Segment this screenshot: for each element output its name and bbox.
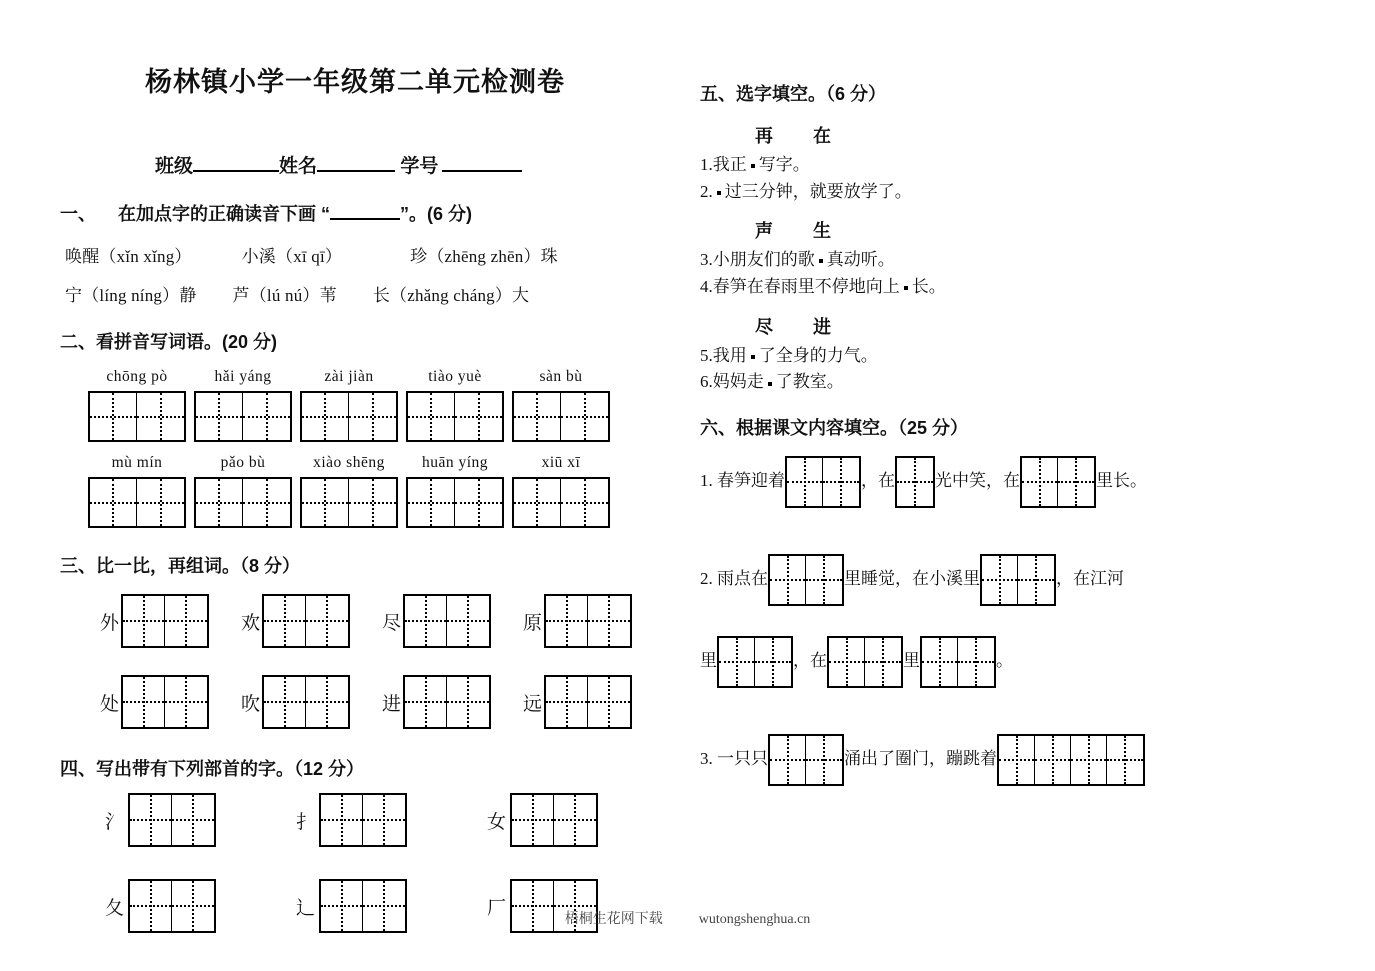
answer-grid-cell[interactable] <box>1107 736 1143 784</box>
answer-grid-cell[interactable] <box>90 479 137 526</box>
recall-blank-grid[interactable] <box>768 554 844 606</box>
section-5-number: 五、 <box>700 84 736 104</box>
answer-grid-cell[interactable] <box>1035 736 1071 784</box>
radical-item <box>296 793 407 847</box>
recall-blank-grid[interactable] <box>717 636 793 688</box>
fill-blank-box[interactable] <box>751 164 755 168</box>
compare-base-char: 原 <box>523 612 543 634</box>
question-number: 3. <box>700 749 717 769</box>
pinyin-word-item <box>300 368 398 442</box>
answer-grid-cell[interactable] <box>1058 458 1094 506</box>
pinyin-label: chōng pò <box>106 368 168 385</box>
write-word-grid[interactable] <box>512 391 610 442</box>
answer-grid-cell[interactable] <box>546 596 588 646</box>
choice-option[interactable]: 再 <box>755 126 773 146</box>
section-2-row-1 <box>88 368 660 442</box>
compare-base-char: 外 <box>100 612 120 634</box>
pinyin-choice-word: 宁 <box>65 286 83 305</box>
student-id-line <box>155 151 660 178</box>
answer-grid-cell[interactable] <box>514 393 561 440</box>
answer-grid-cell[interactable] <box>243 479 290 526</box>
question-text: 里 <box>700 651 717 671</box>
write-word-grid[interactable] <box>194 391 292 442</box>
fill-blank-question <box>700 183 1330 202</box>
answer-grid-cell[interactable] <box>405 677 447 727</box>
pinyin-choice-word: 小溪 <box>241 247 277 266</box>
section-4-row-1 <box>105 793 660 847</box>
answer-grid-cell[interactable] <box>719 638 755 686</box>
answer-grid-cell[interactable] <box>196 479 243 526</box>
compare-word-item <box>523 594 632 648</box>
answer-grid-cell[interactable] <box>137 393 184 440</box>
choice-option[interactable]: 声 <box>755 221 773 242</box>
recall-blank-grid[interactable] <box>997 734 1145 786</box>
student-no-label: 学号 <box>400 156 439 177</box>
compare-word-item <box>241 675 350 729</box>
pinyin-choice-options[interactable]: （zhēng zhēn）珠 <box>427 247 558 266</box>
underline-placeholder <box>330 218 400 220</box>
radical-answer-grid[interactable] <box>510 793 598 847</box>
answer-grid-cell[interactable] <box>196 393 243 440</box>
radical-char: 夂 <box>105 897 125 919</box>
choice-pair <box>755 217 1330 243</box>
answer-grid-cell[interactable] <box>349 479 396 526</box>
answer-grid-cell[interactable] <box>306 677 348 727</box>
radical-item <box>105 793 216 847</box>
recall-blank-grid[interactable] <box>920 636 996 688</box>
question-text: 。 <box>996 651 1013 671</box>
fill-blank-box[interactable] <box>819 259 823 263</box>
fill-blank-question <box>700 347 1330 366</box>
answer-grid-cell[interactable] <box>306 596 348 646</box>
question-text-after: 真动听。 <box>826 250 895 270</box>
answer-grid-cell[interactable] <box>243 393 290 440</box>
section-5-title: 选字填空。（6 分） <box>736 84 887 104</box>
question-text-before: 我正 <box>712 155 747 174</box>
answer-grid-cell[interactable] <box>447 677 489 727</box>
pinyin-label: hǎi yáng <box>214 368 272 385</box>
radical-char: 厂 <box>487 897 507 919</box>
answer-grid-cell[interactable] <box>165 596 207 646</box>
answer-grid-cell[interactable] <box>90 393 137 440</box>
section-2-row-2 <box>88 454 660 528</box>
class-label: 班级 <box>155 156 194 177</box>
fill-blank-question <box>700 278 1330 297</box>
answer-grid-cell[interactable] <box>321 795 363 845</box>
section-6-question-2-line-1 <box>700 554 1330 606</box>
answer-grid-cell[interactable] <box>1018 556 1054 604</box>
right-column <box>700 80 1330 786</box>
section-6-question-1 <box>700 456 1330 508</box>
fill-blank-question <box>700 251 1330 270</box>
section-2-number: 二、 <box>60 332 96 352</box>
pinyin-label: huān yíng <box>421 454 489 471</box>
pinyin-choice-options[interactable]: （xī qī） <box>276 247 343 266</box>
question-text-after: 长。 <box>911 277 946 297</box>
section-1-heading <box>60 200 660 226</box>
answer-grid-cell[interactable] <box>455 479 502 526</box>
section-5-heading <box>700 80 1330 106</box>
section-2-heading <box>60 328 660 354</box>
section-1-number: 一、 <box>60 204 96 224</box>
question-text-before: 春笋在春雨里不停地向上 <box>712 277 900 297</box>
page-title: 杨林镇小学一年级第二单元检测卷 <box>145 67 565 97</box>
pinyin-word-item <box>88 454 186 528</box>
compare-word-item <box>241 594 350 648</box>
section-5-groups <box>700 122 1330 392</box>
choice-pair <box>755 122 1330 148</box>
radical-char: 扌 <box>296 811 316 833</box>
answer-grid-cell[interactable] <box>561 479 608 526</box>
answer-grid-cell[interactable] <box>829 638 865 686</box>
answer-grid-cell[interactable] <box>447 596 489 646</box>
section-4-title: 写出带有下列部首的字。（12 分） <box>96 759 365 779</box>
question-number: 1. <box>700 471 717 491</box>
compare-base-char: 处 <box>100 693 120 715</box>
compare-word-item <box>523 675 632 729</box>
fill-blank-box[interactable] <box>768 382 772 386</box>
recall-blank-grid[interactable] <box>895 456 935 508</box>
write-word-grid[interactable] <box>300 391 398 442</box>
compare-word-item <box>382 675 491 729</box>
compose-word-grid[interactable] <box>121 675 209 729</box>
compare-base-char: 欢 <box>241 612 261 634</box>
section-1-title-post: ”。(6 分) <box>400 204 472 224</box>
section-1-line-2 <box>65 281 660 306</box>
answer-grid-cell[interactable] <box>561 393 608 440</box>
footer-source: 梧桐生花网下载 <box>564 912 663 927</box>
answer-grid-cell[interactable] <box>1071 736 1107 784</box>
pinyin-choice-options[interactable]: （zhǎng cháng）大 <box>390 286 530 305</box>
pinyin-label: sàn bù <box>539 368 583 385</box>
compose-word-grid[interactable] <box>403 594 491 648</box>
answer-grid-cell[interactable] <box>806 736 842 784</box>
choice-pair <box>755 313 1330 339</box>
question-text: ，在 <box>861 471 895 491</box>
question-text: 里睡觉，在小溪里 <box>844 569 980 589</box>
answer-grid-cell[interactable] <box>806 556 842 604</box>
recall-blank-grid[interactable] <box>827 636 903 688</box>
section-6-question-2-line-2 <box>700 636 1330 688</box>
choice-option[interactable]: 尽 <box>755 316 773 337</box>
question-text-after: 了全身的力气。 <box>758 345 878 365</box>
answer-grid-cell[interactable] <box>999 736 1035 784</box>
answer-grid-cell[interactable] <box>123 596 165 646</box>
answer-grid-cell[interactable] <box>408 393 455 440</box>
pinyin-label: xiū xī <box>541 454 581 471</box>
answer-grid-cell[interactable] <box>302 393 349 440</box>
student-no-blank[interactable] <box>442 170 522 172</box>
compose-word-grid[interactable] <box>544 594 632 648</box>
fill-blank-box[interactable] <box>904 286 908 290</box>
section-6-title: 根据课文内容填空。（25 分） <box>736 418 969 439</box>
question-number: 1. <box>700 155 713 174</box>
question-text-before: 妈妈走 <box>712 372 764 392</box>
pinyin-word-item <box>406 454 504 528</box>
section-3-title: 比一比，再组词。（8 分） <box>96 556 301 576</box>
page-footer <box>0 908 1375 928</box>
fill-blank-question <box>700 156 1330 175</box>
radical-char: 辶 <box>296 897 316 919</box>
question-text: 里 <box>903 651 920 671</box>
pinyin-choice-word: 珍 <box>410 247 428 266</box>
compare-word-item <box>100 675 209 729</box>
question-text: 涌出了圈门，蹦跳着 <box>844 749 997 769</box>
pinyin-choice-options[interactable]: （líng níng）静 <box>82 286 197 305</box>
choice-option[interactable]: 进 <box>813 316 831 337</box>
compose-word-grid[interactable] <box>121 594 209 648</box>
question-text-after: 过三分钟，就要放学了。 <box>724 181 912 201</box>
answer-grid-cell[interactable] <box>123 677 165 727</box>
radical-item <box>487 793 598 847</box>
answer-grid-cell[interactable] <box>787 458 823 506</box>
answer-grid-cell[interactable] <box>165 677 207 727</box>
pinyin-label: xiào shēng <box>313 454 385 471</box>
write-word-grid[interactable] <box>194 477 292 528</box>
compose-word-grid[interactable] <box>262 675 350 729</box>
compare-word-item <box>382 594 491 648</box>
answer-grid-cell[interactable] <box>588 596 630 646</box>
answer-grid-cell[interactable] <box>770 736 806 784</box>
question-text: 光中笑，在 <box>935 471 1020 491</box>
section-3-row-2 <box>100 675 660 729</box>
section-4-number: 四、 <box>60 759 96 779</box>
answer-grid-cell[interactable] <box>264 677 306 727</box>
answer-grid-cell[interactable] <box>982 556 1018 604</box>
question-text-after: 了教室。 <box>775 372 844 392</box>
question-text: 一只只 <box>717 749 768 769</box>
question-number: 5. <box>700 345 713 365</box>
write-word-grid[interactable] <box>88 391 186 442</box>
radical-char: 氵 <box>105 811 125 833</box>
pinyin-word-item <box>512 368 610 442</box>
section-4-heading <box>60 755 660 781</box>
section-6-question-3 <box>700 734 1330 786</box>
radical-answer-grid[interactable] <box>319 793 407 847</box>
answer-grid-cell[interactable] <box>546 677 588 727</box>
answer-grid-cell[interactable] <box>554 795 596 845</box>
pinyin-word-item <box>300 454 398 528</box>
section-2-title: 看拼音写词语。(20 分) <box>96 332 278 352</box>
answer-grid-cell[interactable] <box>823 458 859 506</box>
question-text-before: 我用 <box>712 345 747 365</box>
name-label: 姓名 <box>279 156 318 177</box>
write-word-grid[interactable] <box>88 477 186 528</box>
pinyin-word-item <box>194 454 292 528</box>
pinyin-word-item <box>406 368 504 442</box>
answer-grid-cell[interactable] <box>770 556 806 604</box>
radical-answer-grid[interactable] <box>128 793 216 847</box>
class-blank[interactable] <box>193 170 279 172</box>
section-3-row-1 <box>100 594 660 648</box>
question-number: 3. <box>700 250 713 270</box>
answer-grid-cell[interactable] <box>958 638 994 686</box>
compose-word-grid[interactable] <box>262 594 350 648</box>
section-6-heading <box>700 414 1330 440</box>
fill-blank-question <box>700 373 1330 392</box>
question-text-after: 写字。 <box>758 155 810 174</box>
recall-blank-grid[interactable] <box>980 554 1056 606</box>
radical-char: 女 <box>487 811 507 833</box>
pinyin-word-item <box>194 368 292 442</box>
answer-grid-cell[interactable] <box>514 479 561 526</box>
section-1-title-pre: 在加点字的正确读音下画 “ <box>118 204 330 224</box>
compare-base-char: 吹 <box>241 693 261 715</box>
write-word-grid[interactable] <box>406 391 504 442</box>
answer-grid-cell[interactable] <box>865 638 901 686</box>
question-number: 4. <box>700 277 713 297</box>
section-3-heading <box>60 552 660 578</box>
question-text: 春笋迎着 <box>717 471 785 491</box>
pinyin-word-item <box>88 368 186 442</box>
compare-base-char: 尽 <box>382 612 402 634</box>
fill-blank-box[interactable] <box>751 355 755 359</box>
recall-blank-grid[interactable] <box>768 734 844 786</box>
pinyin-choice-word: 芦 <box>232 286 250 305</box>
pinyin-choice-options[interactable]: （lú nú）苇 <box>249 286 337 305</box>
choice-option[interactable]: 在 <box>813 126 831 146</box>
question-text: ，在江河 <box>1056 569 1124 589</box>
answer-grid-cell[interactable] <box>130 795 172 845</box>
question-text: ，在 <box>793 651 827 671</box>
pinyin-label: pǎo bù <box>220 454 266 471</box>
question-number: 2. <box>700 569 717 589</box>
write-word-grid[interactable] <box>406 477 504 528</box>
pinyin-choice-word: 唤醒 <box>65 247 100 266</box>
question-text: 雨点在 <box>717 569 768 589</box>
answer-grid-cell[interactable] <box>755 638 791 686</box>
answer-grid-cell[interactable] <box>363 795 405 845</box>
compare-word-item <box>100 594 209 648</box>
question-number: 2. <box>700 181 713 201</box>
write-word-grid[interactable] <box>512 477 610 528</box>
left-column <box>60 60 660 933</box>
fill-blank-box[interactable] <box>717 191 721 195</box>
pinyin-choice-word: 长 <box>372 286 391 305</box>
recall-blank-grid[interactable] <box>785 456 861 508</box>
answer-grid-cell[interactable] <box>455 393 502 440</box>
answer-grid-cell[interactable] <box>408 479 455 526</box>
choice-option[interactable]: 生 <box>813 221 831 242</box>
answer-grid-cell[interactable] <box>264 596 306 646</box>
question-number: 6. <box>700 372 713 392</box>
section-1-line-1 <box>65 242 660 267</box>
compare-base-char: 远 <box>523 693 543 715</box>
pinyin-label: zài jiàn <box>324 368 374 385</box>
footer-site: wutongshenghua.cn <box>698 912 811 927</box>
answer-grid-cell[interactable] <box>897 458 933 506</box>
compose-word-grid[interactable] <box>544 675 632 729</box>
answer-grid-cell[interactable] <box>588 677 630 727</box>
pinyin-label: mù mín <box>111 454 163 471</box>
write-word-grid[interactable] <box>300 477 398 528</box>
answer-grid-cell[interactable] <box>302 479 349 526</box>
answer-grid-cell[interactable] <box>349 393 396 440</box>
compare-base-char: 进 <box>382 693 402 715</box>
pinyin-choice-options[interactable]: （xǐn xǐng） <box>99 247 192 266</box>
question-text-before: 小朋友们的歌 <box>712 250 815 270</box>
pinyin-label: tiào yuè <box>428 368 482 385</box>
pinyin-word-item <box>512 454 610 528</box>
answer-grid-cell[interactable] <box>172 795 214 845</box>
answer-grid-cell[interactable] <box>922 638 958 686</box>
question-text: 里长。 <box>1096 471 1147 491</box>
answer-grid-cell[interactable] <box>512 795 554 845</box>
section-6-number: 六、 <box>700 418 736 439</box>
compose-word-grid[interactable] <box>403 675 491 729</box>
name-blank[interactable] <box>317 170 395 172</box>
answer-grid-cell[interactable] <box>137 479 184 526</box>
section-3-number: 三、 <box>60 556 96 576</box>
recall-blank-grid[interactable] <box>1020 456 1096 508</box>
answer-grid-cell[interactable] <box>405 596 447 646</box>
answer-grid-cell[interactable] <box>1022 458 1058 506</box>
